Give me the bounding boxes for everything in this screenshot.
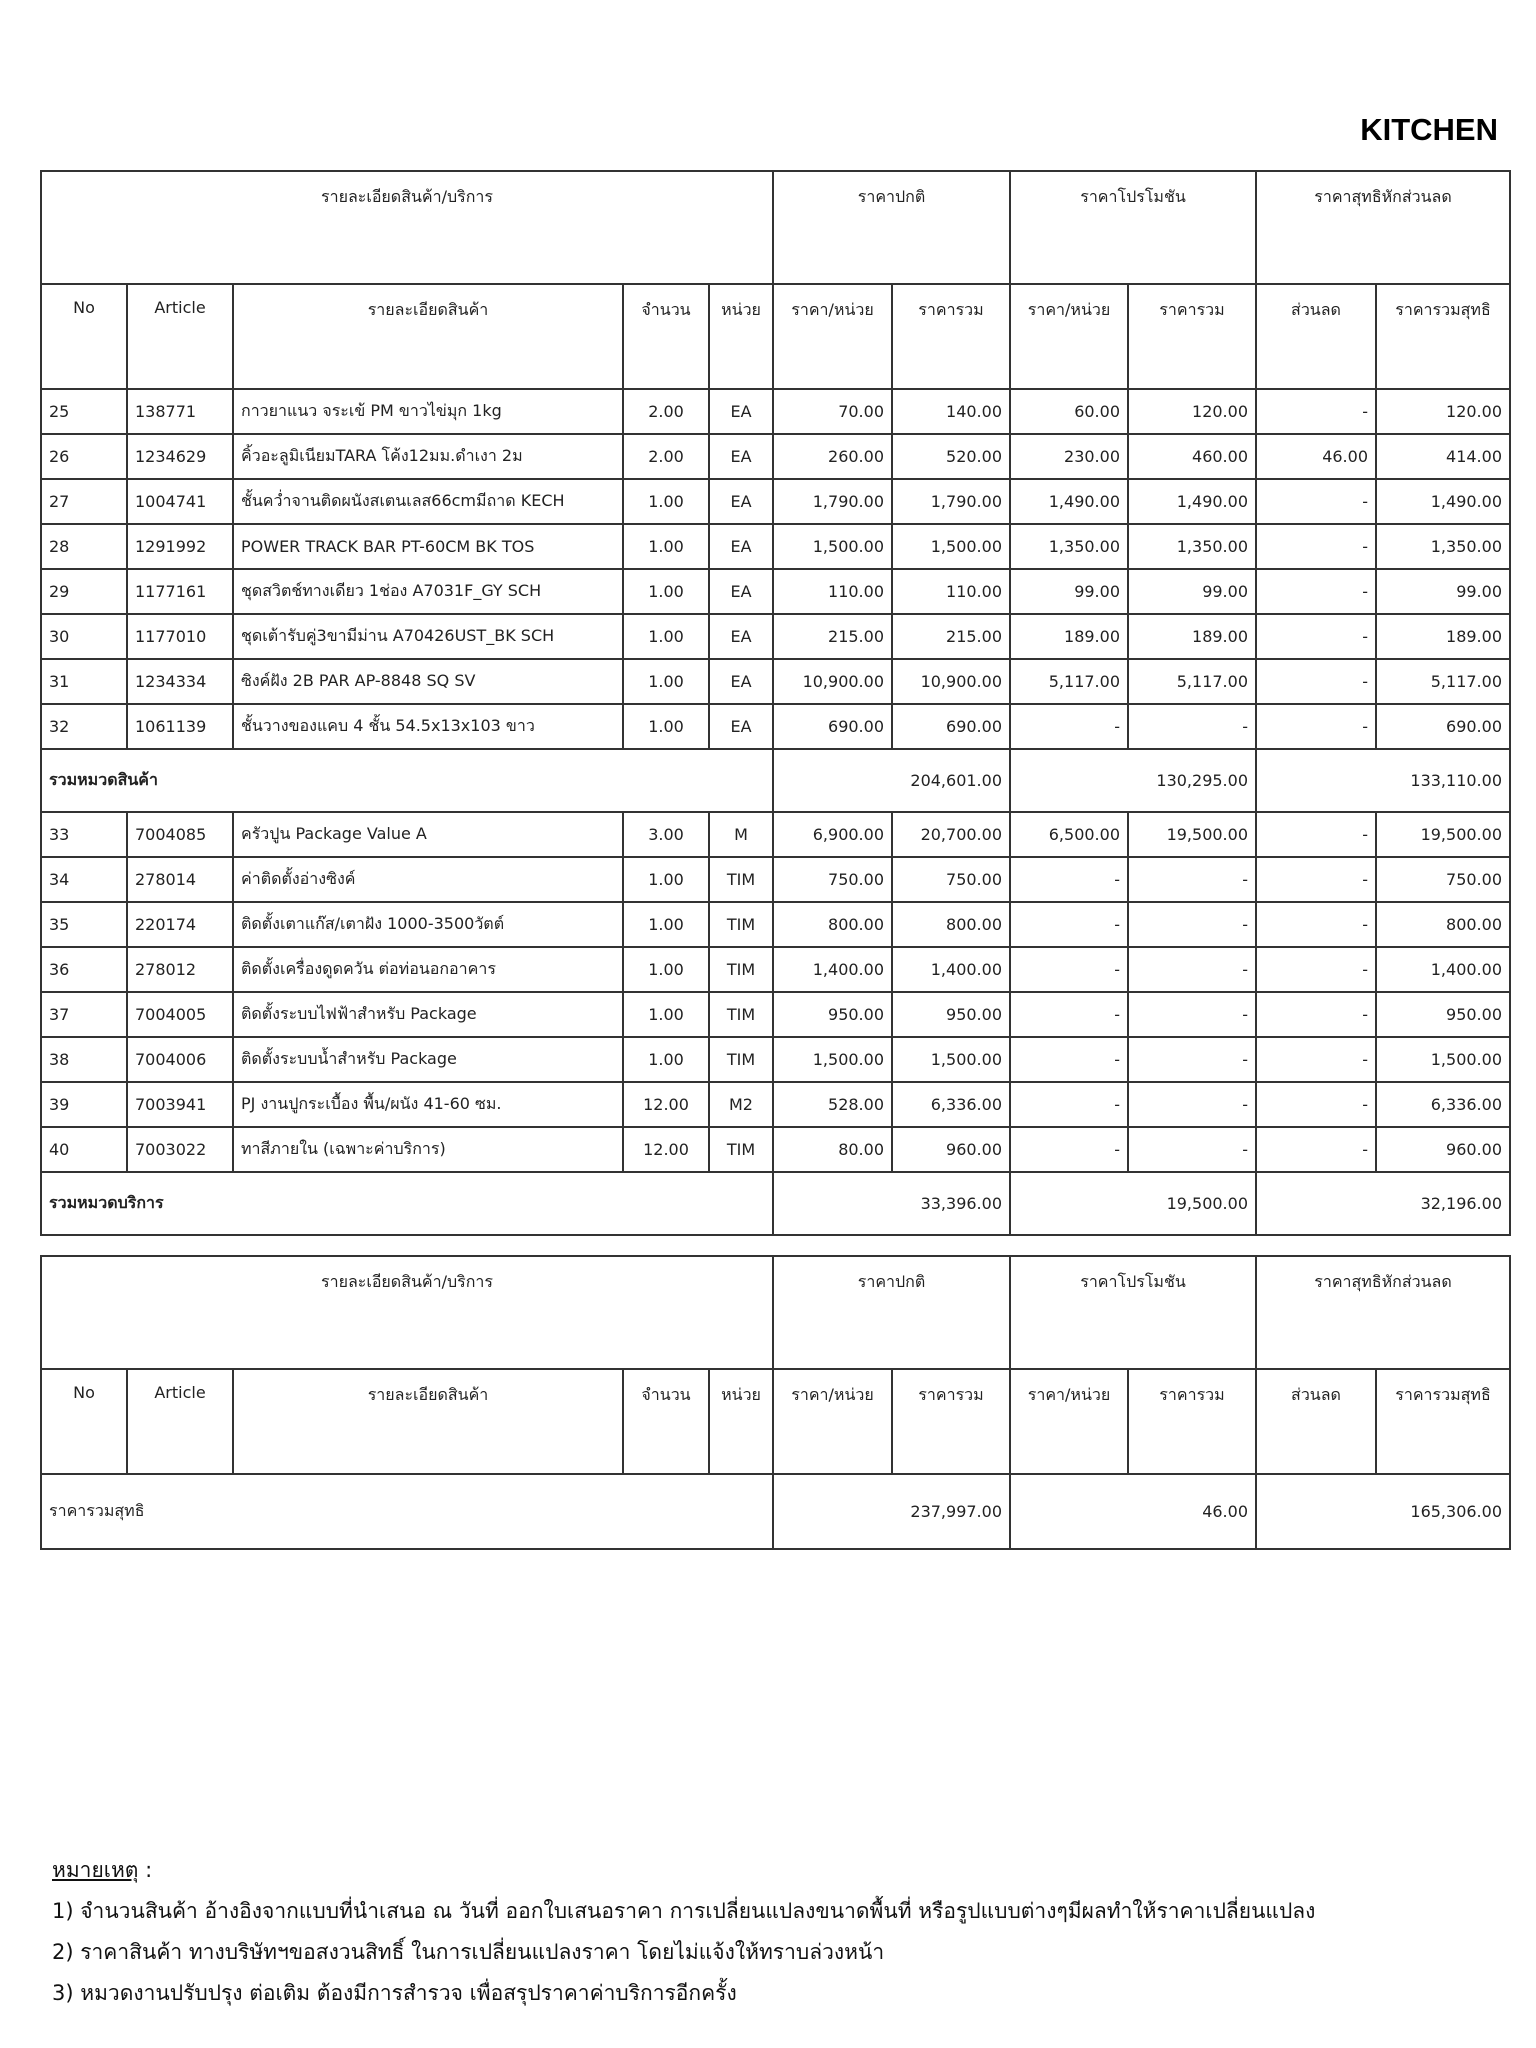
item-desc: ติดตั้งเครื่องดูดควัน ต่อท่อนอกอาคาร: [233, 947, 623, 992]
col-header-unit: หน่วย: [709, 1369, 773, 1474]
item-no: 37: [41, 992, 127, 1037]
products-subtotal-row: [41, 749, 1510, 812]
item-total: 1,790.00: [892, 479, 1010, 524]
item-qty: 2.00: [623, 434, 709, 479]
item-unit: EA: [709, 569, 773, 614]
item-price: 690.00: [773, 704, 892, 749]
item-discount: -: [1256, 1037, 1376, 1082]
item-article: 7003022: [127, 1127, 233, 1172]
col-header-qty: จำนวน: [623, 284, 709, 389]
item-promo-price: -: [1010, 857, 1128, 902]
item-total: 20,700.00: [892, 812, 1010, 857]
item-promo-price: -: [1010, 1082, 1128, 1127]
item-price: 260.00: [773, 434, 892, 479]
table-row: [41, 1037, 1510, 1082]
item-price: 528.00: [773, 1082, 892, 1127]
item-article: 278012: [127, 947, 233, 992]
services-subtotal-row: [41, 1172, 1510, 1235]
item-article: 1177010: [127, 614, 233, 659]
item-no: 38: [41, 1037, 127, 1082]
item-total: 750.00: [892, 857, 1010, 902]
item-article: 278014: [127, 857, 233, 902]
table-row: [41, 569, 1510, 614]
item-discount: -: [1256, 524, 1376, 569]
item-promo-price: -: [1010, 704, 1128, 749]
item-article: 1061139: [127, 704, 233, 749]
item-net: 99.00: [1376, 569, 1510, 614]
item-price: 110.00: [773, 569, 892, 614]
item-net: 960.00: [1376, 1127, 1510, 1172]
item-promo-total: -: [1128, 857, 1256, 902]
col-header-promo-price: ราคา/หน่วย: [1010, 284, 1128, 389]
table-row: [41, 857, 1510, 902]
item-no: 29: [41, 569, 127, 614]
item-desc: ชั้นวางของแคบ 4 ชั้น 54.5x13x103 ขาว: [233, 704, 623, 749]
column-header-row: [41, 284, 1510, 389]
item-qty: 1.00: [623, 992, 709, 1037]
item-no: 35: [41, 902, 127, 947]
item-promo-total: -: [1128, 1037, 1256, 1082]
item-promo-total: 1,490.00: [1128, 479, 1256, 524]
services-subtotal-row-label: รวมหมวดบริการ: [41, 1172, 773, 1235]
products-subtotal-row-promo: 130,295.00: [1010, 749, 1256, 812]
item-discount: -: [1256, 659, 1376, 704]
item-net: 414.00: [1376, 434, 1510, 479]
col-header-no: No: [41, 1369, 127, 1474]
table-row: [41, 479, 1510, 524]
item-article: 1004741: [127, 479, 233, 524]
quotation-table: [40, 170, 1511, 1236]
item-promo-price: 230.00: [1010, 434, 1128, 479]
item-promo-total: -: [1128, 1127, 1256, 1172]
group-header-row: [41, 1256, 1510, 1369]
item-article: 220174: [127, 902, 233, 947]
grand-total-normal: 237,997.00: [773, 1474, 1010, 1549]
services-subtotal-row-promo: 19,500.00: [1010, 1172, 1256, 1235]
item-promo-total: 189.00: [1128, 614, 1256, 659]
item-price: 10,900.00: [773, 659, 892, 704]
col-header-article: Article: [127, 284, 233, 389]
item-total: 520.00: [892, 434, 1010, 479]
item-no: 36: [41, 947, 127, 992]
page-title: KITCHEN: [1360, 112, 1498, 147]
item-article: 1234629: [127, 434, 233, 479]
item-no: 32: [41, 704, 127, 749]
item-desc: ชุดเต้ารับคู่3ขามีม่าน A70426UST_BK SCH: [233, 614, 623, 659]
item-desc: ทาสีภายใน (เฉพาะค่าบริการ): [233, 1127, 623, 1172]
item-unit: EA: [709, 614, 773, 659]
products-subtotal-row-label: รวมหมวดสินค้า: [41, 749, 773, 812]
item-qty: 12.00: [623, 1082, 709, 1127]
products-subtotal-row-normal: 204,601.00: [773, 749, 1010, 812]
item-net: 6,336.00: [1376, 1082, 1510, 1127]
table-row: [41, 902, 1510, 947]
item-total: 140.00: [892, 389, 1010, 434]
item-price: 70.00: [773, 389, 892, 434]
column-header-row: [41, 1369, 1510, 1474]
item-desc: ซิงค์ฝัง 2B PAR AP-8848 SQ SV: [233, 659, 623, 704]
services-subtotal-row-normal: 33,396.00: [773, 1172, 1010, 1235]
item-discount: 46.00: [1256, 434, 1376, 479]
item-total: 1,500.00: [892, 524, 1010, 569]
item-promo-total: -: [1128, 704, 1256, 749]
item-unit: EA: [709, 479, 773, 524]
item-net: 19,500.00: [1376, 812, 1510, 857]
item-net: 750.00: [1376, 857, 1510, 902]
item-net: 690.00: [1376, 704, 1510, 749]
table-row: [41, 947, 1510, 992]
item-discount: -: [1256, 479, 1376, 524]
item-qty: 1.00: [623, 947, 709, 992]
item-promo-price: -: [1010, 1037, 1128, 1082]
col-header-promo-total: ราคารวม: [1128, 284, 1256, 389]
item-unit: TIM: [709, 902, 773, 947]
item-qty: 1.00: [623, 569, 709, 614]
item-promo-total: 460.00: [1128, 434, 1256, 479]
col-header-total: ราคารวม: [892, 1369, 1010, 1474]
notes-colon: :: [138, 1858, 153, 1882]
item-price: 1,500.00: [773, 1037, 892, 1082]
item-total: 10,900.00: [892, 659, 1010, 704]
item-promo-price: 6,500.00: [1010, 812, 1128, 857]
item-net: 189.00: [1376, 614, 1510, 659]
item-price: 750.00: [773, 857, 892, 902]
item-price: 1,400.00: [773, 947, 892, 992]
item-promo-total: -: [1128, 947, 1256, 992]
item-net: 1,400.00: [1376, 947, 1510, 992]
group-promo-header: ราคาโปรโมชัน: [1010, 1256, 1256, 1369]
item-qty: 1.00: [623, 479, 709, 524]
item-price: 1,790.00: [773, 479, 892, 524]
item-desc: คิ้วอะลูมิเนียมTARA โค้ง12มม.ดำเงา 2ม: [233, 434, 623, 479]
col-header-promo-total: ราคารวม: [1128, 1369, 1256, 1474]
services-subtotal-row-net: 32,196.00: [1256, 1172, 1510, 1235]
col-header-discount: ส่วนลด: [1256, 1369, 1376, 1474]
item-discount: -: [1256, 704, 1376, 749]
item-promo-total: 120.00: [1128, 389, 1256, 434]
item-qty: 1.00: [623, 524, 709, 569]
item-promo-total: 1,350.00: [1128, 524, 1256, 569]
item-no: 26: [41, 434, 127, 479]
item-total: 6,336.00: [892, 1082, 1010, 1127]
group-detail-header: รายละเอียดสินค้า/บริการ: [41, 1256, 773, 1369]
item-no: 39: [41, 1082, 127, 1127]
item-net: 950.00: [1376, 992, 1510, 1037]
item-unit: EA: [709, 524, 773, 569]
item-net: 120.00: [1376, 389, 1510, 434]
item-discount: -: [1256, 812, 1376, 857]
grand-total-label: ราคารวมสุทธิ: [41, 1474, 773, 1549]
item-total: 110.00: [892, 569, 1010, 614]
item-desc: ชุดสวิตช์ทางเดียว 1ช่อง A7031F_GY SCH: [233, 569, 623, 614]
item-promo-price: -: [1010, 902, 1128, 947]
item-desc: ติดตั้งเตาแก๊ส/เตาฝัง 1000-3500วัตต์: [233, 902, 623, 947]
item-no: 31: [41, 659, 127, 704]
col-header-unit: หน่วย: [709, 284, 773, 389]
item-net: 800.00: [1376, 902, 1510, 947]
item-qty: 1.00: [623, 704, 709, 749]
item-qty: 1.00: [623, 614, 709, 659]
notes: [52, 1850, 1315, 2014]
item-qty: 3.00: [623, 812, 709, 857]
table-row: [41, 389, 1510, 434]
item-promo-price: 189.00: [1010, 614, 1128, 659]
item-total: 1,500.00: [892, 1037, 1010, 1082]
item-promo-price: -: [1010, 947, 1128, 992]
note-line: 1) จำนวนสินค้า อ้างอิงจากแบบที่นำเสนอ ณ วันที่ ออกใบเสนอราคา การเปลี่ยนแปลงขนาดพื้นที่ หรือรูปแบบต่างๆมีผลทำให้ราคาเปลี่ยนแปลง: [52, 1899, 1316, 1923]
table-row: [41, 1082, 1510, 1127]
item-discount: -: [1256, 992, 1376, 1037]
col-header-net: ราคารวมสุทธิ: [1376, 1369, 1510, 1474]
item-no: 28: [41, 524, 127, 569]
grand-total-row: [41, 1474, 1510, 1549]
col-header-price: ราคา/หน่วย: [773, 1369, 892, 1474]
notes-heading: หมายเหตุ: [52, 1858, 139, 1882]
table-row: [41, 614, 1510, 659]
item-desc: ครัวปูน Package Value A: [233, 812, 623, 857]
item-unit: EA: [709, 389, 773, 434]
group-detail-header: รายละเอียดสินค้า/บริการ: [41, 171, 773, 284]
col-header-qty: จำนวน: [623, 1369, 709, 1474]
item-desc: ติดตั้งระบบน้ำสำหรับ Package: [233, 1037, 623, 1082]
item-discount: -: [1256, 857, 1376, 902]
item-qty: 1.00: [623, 902, 709, 947]
item-no: 30: [41, 614, 127, 659]
item-article: 138771: [127, 389, 233, 434]
col-header-discount: ส่วนลด: [1256, 284, 1376, 389]
item-net: 5,117.00: [1376, 659, 1510, 704]
col-header-promo-price: ราคา/หน่วย: [1010, 1369, 1128, 1474]
item-unit: EA: [709, 704, 773, 749]
item-no: 25: [41, 389, 127, 434]
item-net: 1,500.00: [1376, 1037, 1510, 1082]
item-desc: ติดตั้งระบบไฟฟ้าสำหรับ Package: [233, 992, 623, 1037]
item-article: 7004085: [127, 812, 233, 857]
item-desc: กาวยาแนว จระเข้ PM ขาวไข่มุก 1kg: [233, 389, 623, 434]
item-qty: 12.00: [623, 1127, 709, 1172]
item-promo-total: -: [1128, 902, 1256, 947]
item-total: 215.00: [892, 614, 1010, 659]
item-article: 7003941: [127, 1082, 233, 1127]
col-header-desc: รายละเอียดสินค้า: [233, 1369, 623, 1474]
grand-total-net: 165,306.00: [1256, 1474, 1510, 1549]
col-header-desc: รายละเอียดสินค้า: [233, 284, 623, 389]
item-discount: -: [1256, 1082, 1376, 1127]
item-desc: PJ งานปูกระเบื้อง พื้น/ผนัง 41-60 ซม.: [233, 1082, 623, 1127]
item-no: 33: [41, 812, 127, 857]
table-row: [41, 992, 1510, 1037]
note-line: 3) หมวดงานปรับปรุง ต่อเติม ต้องมีการสำรวจ เพื่อสรุปราคาค่าบริการอีกครั้ง: [52, 1981, 737, 2005]
table-row: [41, 1127, 1510, 1172]
group-normal-header: ราคาปกติ: [773, 1256, 1010, 1369]
table-row: [41, 524, 1510, 569]
grand-total-promo: 46.00: [1010, 1474, 1256, 1549]
item-price: 1,500.00: [773, 524, 892, 569]
item-qty: 2.00: [623, 389, 709, 434]
col-header-article: Article: [127, 1369, 233, 1474]
col-header-total: ราคารวม: [892, 284, 1010, 389]
item-price: 80.00: [773, 1127, 892, 1172]
item-unit: TIM: [709, 947, 773, 992]
item-unit: TIM: [709, 1127, 773, 1172]
item-total: 950.00: [892, 992, 1010, 1037]
item-unit: TIM: [709, 1037, 773, 1082]
item-price: 6,900.00: [773, 812, 892, 857]
item-article: 1177161: [127, 569, 233, 614]
item-total: 960.00: [892, 1127, 1010, 1172]
item-price: 215.00: [773, 614, 892, 659]
group-promo-header: ราคาโปรโมชัน: [1010, 171, 1256, 284]
table-row: [41, 704, 1510, 749]
item-discount: -: [1256, 1127, 1376, 1172]
item-discount: -: [1256, 569, 1376, 614]
col-header-net: ราคารวมสุทธิ: [1376, 284, 1510, 389]
item-no: 34: [41, 857, 127, 902]
item-promo-price: 99.00: [1010, 569, 1128, 614]
grand-total-table: [40, 1255, 1511, 1550]
item-discount: -: [1256, 614, 1376, 659]
item-article: 1291992: [127, 524, 233, 569]
item-net: 1,350.00: [1376, 524, 1510, 569]
item-total: 690.00: [892, 704, 1010, 749]
item-unit: EA: [709, 434, 773, 479]
item-promo-price: 5,117.00: [1010, 659, 1128, 704]
item-promo-total: 99.00: [1128, 569, 1256, 614]
item-qty: 1.00: [623, 1037, 709, 1082]
group-net-header: ราคาสุทธิหักส่วนลด: [1256, 171, 1510, 284]
item-unit: M: [709, 812, 773, 857]
item-discount: -: [1256, 902, 1376, 947]
table-row: [41, 434, 1510, 479]
item-desc: POWER TRACK BAR PT-60CM BK TOS: [233, 524, 623, 569]
group-normal-header: ราคาปกติ: [773, 171, 1010, 284]
item-article: 1234334: [127, 659, 233, 704]
item-article: 7004005: [127, 992, 233, 1037]
table-row: [41, 659, 1510, 704]
item-promo-price: 1,490.00: [1010, 479, 1128, 524]
item-promo-price: 60.00: [1010, 389, 1128, 434]
item-promo-price: 1,350.00: [1010, 524, 1128, 569]
item-unit: TIM: [709, 992, 773, 1037]
item-desc: ชั้นคว่ำจานติดผนังสเตนเลส66cmมีถาด KECH: [233, 479, 623, 524]
item-qty: 1.00: [623, 857, 709, 902]
item-promo-price: -: [1010, 1127, 1128, 1172]
item-unit: M2: [709, 1082, 773, 1127]
item-promo-total: 5,117.00: [1128, 659, 1256, 704]
table-row: [41, 812, 1510, 857]
item-unit: TIM: [709, 857, 773, 902]
item-net: 1,490.00: [1376, 479, 1510, 524]
item-price: 800.00: [773, 902, 892, 947]
group-header-row: [41, 171, 1510, 284]
item-promo-price: -: [1010, 992, 1128, 1037]
item-discount: -: [1256, 947, 1376, 992]
products-subtotal-row-net: 133,110.00: [1256, 749, 1510, 812]
item-promo-total: -: [1128, 1082, 1256, 1127]
item-discount: -: [1256, 389, 1376, 434]
note-line: 2) ราคาสินค้า ทางบริษัทฯขอสงวนสิทธิ์ ในการเปลี่ยนแปลงราคา โดยไม่แจ้งให้ทราบล่วงหน้า: [52, 1940, 885, 1964]
item-promo-total: 19,500.00: [1128, 812, 1256, 857]
item-article: 7004006: [127, 1037, 233, 1082]
item-total: 1,400.00: [892, 947, 1010, 992]
item-total: 800.00: [892, 902, 1010, 947]
item-no: 27: [41, 479, 127, 524]
item-promo-total: -: [1128, 992, 1256, 1037]
item-price: 950.00: [773, 992, 892, 1037]
col-header-no: No: [41, 284, 127, 389]
item-unit: EA: [709, 659, 773, 704]
item-no: 40: [41, 1127, 127, 1172]
col-header-price: ราคา/หน่วย: [773, 284, 892, 389]
item-qty: 1.00: [623, 659, 709, 704]
group-net-header: ราคาสุทธิหักส่วนลด: [1256, 1256, 1510, 1369]
item-desc: ค่าติดตั้งอ่างซิงค์: [233, 857, 623, 902]
